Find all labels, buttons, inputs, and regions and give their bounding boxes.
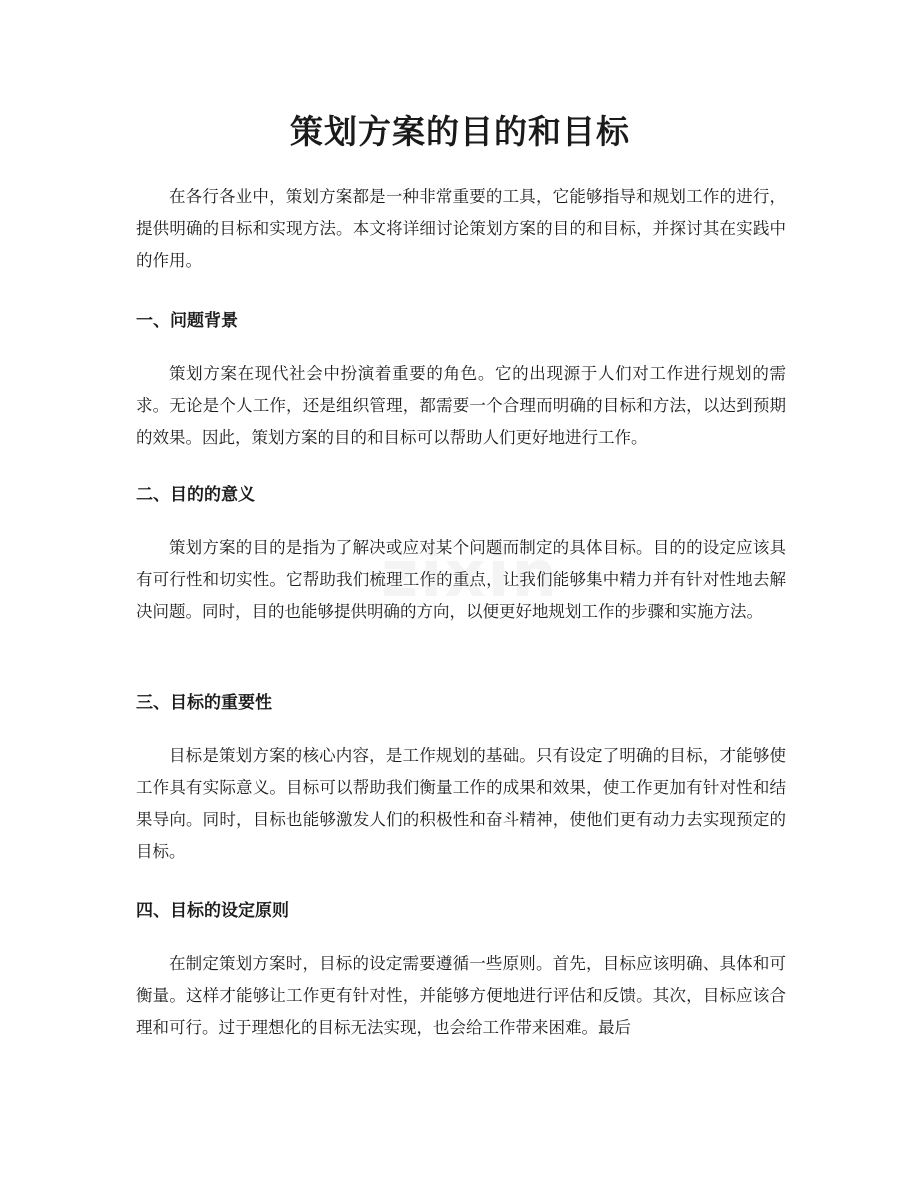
watermark-text: zixin [381, 538, 559, 612]
section-heading-principles: 四、目标的设定原则 [136, 901, 289, 921]
document-title: 策划方案的目的和目标 [290, 112, 630, 151]
section-heading-importance: 三、目标的重要性 [136, 693, 272, 713]
section-body-background: 策划方案在现代社会中扮演着重要的角色。它的出现源于人们对工作进行规划的需求。无论是个人工作，还是组织管理，都需要一个合理而明确的目标和方法，以达到预期的效果。因此，策划方案的目的和目标可以帮助人们更好地进行工作。 [136, 364, 786, 447]
section-body-principles: 在制定策划方案时，目标的设定需要遵循一些原则。首先，目标应该明确、具体和可衡量。这样才能够让工作更有针对性，并能够方便地进行评估和反馈。其次，目标应该合理和可行。过于理想化的目标无法实现，也会给工作带来困难。最后 [136, 954, 786, 1037]
section-heading-background: 一、问题背景 [136, 311, 238, 331]
section-body-importance: 目标是策划方案的核心内容，是工作规划的基础。只有设定了明确的目标，才能够使工作具有实际意义。目标可以帮助我们衡量工作的成果和效果，使工作更加有针对性和结果导向。同时，目标也能够激发人们的积极性和奋斗精神，使他们更有动力去实现预定的目标。 [136, 746, 786, 861]
section-heading-purpose: 二、目的的意义 [136, 485, 255, 505]
section-body-purpose: 策划方案的目的是指为了解决或应对某个问题而制定的具体目标。目的的设定应该具有可行性和切实性。它帮助我们梳理工作的重点，让我们能够集中精力并有针对性地去解决问题。同时，目的也能够提供明确的方向，以便更好地规划工作的步骤和实施方法。 [136, 538, 786, 621]
intro-paragraph: 在各行各业中，策划方案都是一种非常重要的工具，它能够指导和规划工作的进行，提供明确的目标和实现方法。本文将详细讨论策划方案的目的和目标，并探讨其在实践中的作用。 [136, 187, 786, 270]
